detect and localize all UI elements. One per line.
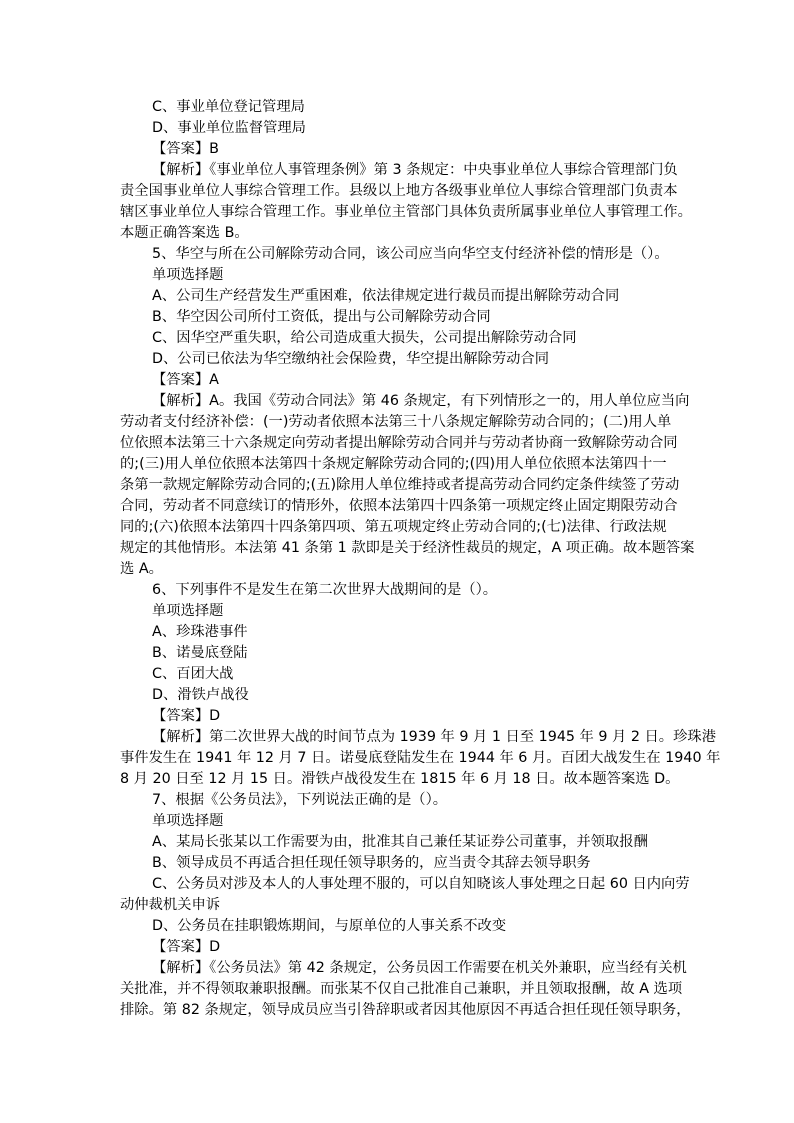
text-line: 选 A。 — [120, 561, 163, 577]
text-line: 【解析】《事业单位人事管理条例》第 3 条规定：中央事业单位人事综合管理部门负 — [152, 162, 678, 178]
text-line: B、诺曼底登陆 — [152, 645, 248, 661]
text-line: D、滑铁卢战役 — [152, 687, 249, 703]
text-line: A、珍珠港事件 — [152, 624, 248, 640]
text-line: 规定的其他情形。本法第 41 条第 1 款即是关于经济性裁员的规定，A 项正确。故本题答案 — [120, 540, 695, 556]
text-line: 位依照本法第三十六条规定向劳动者提出解除劳动合同并与劳动者协商一致解除劳动合同 — [120, 435, 678, 451]
text-line: C、事业单位登记管理局 — [152, 99, 305, 115]
text-line: 关批准，并不得领取兼职报酬。而张某不仅自己批准自己兼职，并且领取报酬，故 A 选项 — [120, 981, 683, 997]
text-line: D、公务员在挂职锻炼期间，与原单位的人事关系不改变 — [152, 918, 507, 934]
text-line: 【答案】D — [152, 708, 221, 724]
text-line: 【解析】《公务员法》第 42 条规定，公务员因工作需要在机关外兼职，应当经有关机 — [152, 960, 687, 976]
text-line: 的;(三)用人单位依照本法第四十条规定解除劳动合同的;(四)用人单位依照本法第四十一 — [120, 456, 667, 472]
text-line: C、公务员对涉及本人的人事处理不服的，可以自知晓该人事处理之日起 60 日内向劳 — [152, 876, 690, 892]
text-line: 单项选择题 — [152, 267, 224, 283]
text-line: 责全国事业单位人事综合管理工作。县级以上地方各级事业单位人事综合管理部门负责本 — [120, 183, 678, 199]
text-line: 单项选择题 — [152, 603, 224, 619]
text-line: C、因华空严重失职，给公司造成重大损失，公司提出解除劳动合同 — [152, 330, 577, 346]
text-line: 【解析】第二次世界大战的时间节点为 1939 年 9 月 1 日至 1945 年 9 月 2 日。珍珠港 — [152, 729, 716, 745]
text-line: 单项选择题 — [152, 813, 224, 829]
text-line: D、事业单位监督管理局 — [152, 120, 306, 136]
text-line: C、百团大战 — [152, 666, 234, 682]
text-line: B、华空因公司所付工资低，提出与公司解除劳动合同 — [152, 309, 491, 325]
text-line: 条第一款规定解除劳动合同的;(五)除用人单位维持或者提高劳动合同约定条件续签了劳动 — [120, 477, 680, 493]
text-line: 合同，劳动者不同意续订的情形外，依照本法第四十四条第一项规定终止固定期限劳动合 — [120, 498, 678, 514]
text-line: 【解析】A。我国《劳动合同法》第 46 条规定，有下列情形之一的，用人单位应当向 — [152, 393, 690, 409]
text-line: 事件发生在 1941 年 12 月 7 日。诺曼底登陆发生在 1944 年 6 月。百团大战发生在 1940 年 — [120, 750, 721, 766]
text-line: 8 月 20 日至 12 月 15 日。滑铁卢战役发生在 1815 年 6 月 18 日。故本题答案选 D。 — [120, 771, 680, 787]
text-line: 动仲裁机关申诉 — [120, 897, 221, 913]
text-line: 【答案】B — [152, 141, 219, 157]
text-line: 排除。第 82 条规定，领导成员应当引咎辞职或者因其他原因不再适合担任现任领导职务， — [120, 1002, 691, 1018]
text-line: D、公司已依法为华空缴纳社会保险费，华空提出解除劳动合同 — [152, 351, 550, 367]
text-line: 本题正确答案选 B。 — [120, 225, 249, 241]
text-line: 【答案】A — [152, 372, 219, 388]
text-line: 【答案】D — [152, 939, 221, 955]
text-line: B、领导成员不再适合担任现任领导职务的，应当责令其辞去领导职务 — [152, 855, 591, 871]
text-line: 同的;(六)依照本法第四十四条第四项、第五项规定终止劳动合同的;(七)法律、行政法规 — [120, 519, 667, 535]
document-body — [120, 97, 721, 1021]
text-line: 辖区事业单位人事综合管理工作。事业单位主管部门具体负责所属事业单位人事管理工作。 — [120, 204, 692, 220]
text-line: A、公司生产经营发生严重困难，依法律规定进行裁员而提出解除劳动合同 — [152, 288, 620, 304]
text-line: 6、下列事件不是发生在第二次世界大战期间的是（）。 — [152, 582, 498, 598]
text-line: 劳动者支付经济补偿：(一)劳动者依照本法第三十八条规定解除劳动合同的；(二)用人单 — [120, 414, 672, 430]
text-line: 5、华空与所在公司解除劳动合同，该公司应当向华空支付经济补偿的情形是（）。 — [152, 246, 669, 262]
text-line: 7、根据《公务员法》，下列说法正确的是（）。 — [152, 792, 448, 808]
text-line: A、某局长张某以工作需要为由，批准其自己兼任某证券公司董事，并领取报酬 — [152, 834, 648, 850]
